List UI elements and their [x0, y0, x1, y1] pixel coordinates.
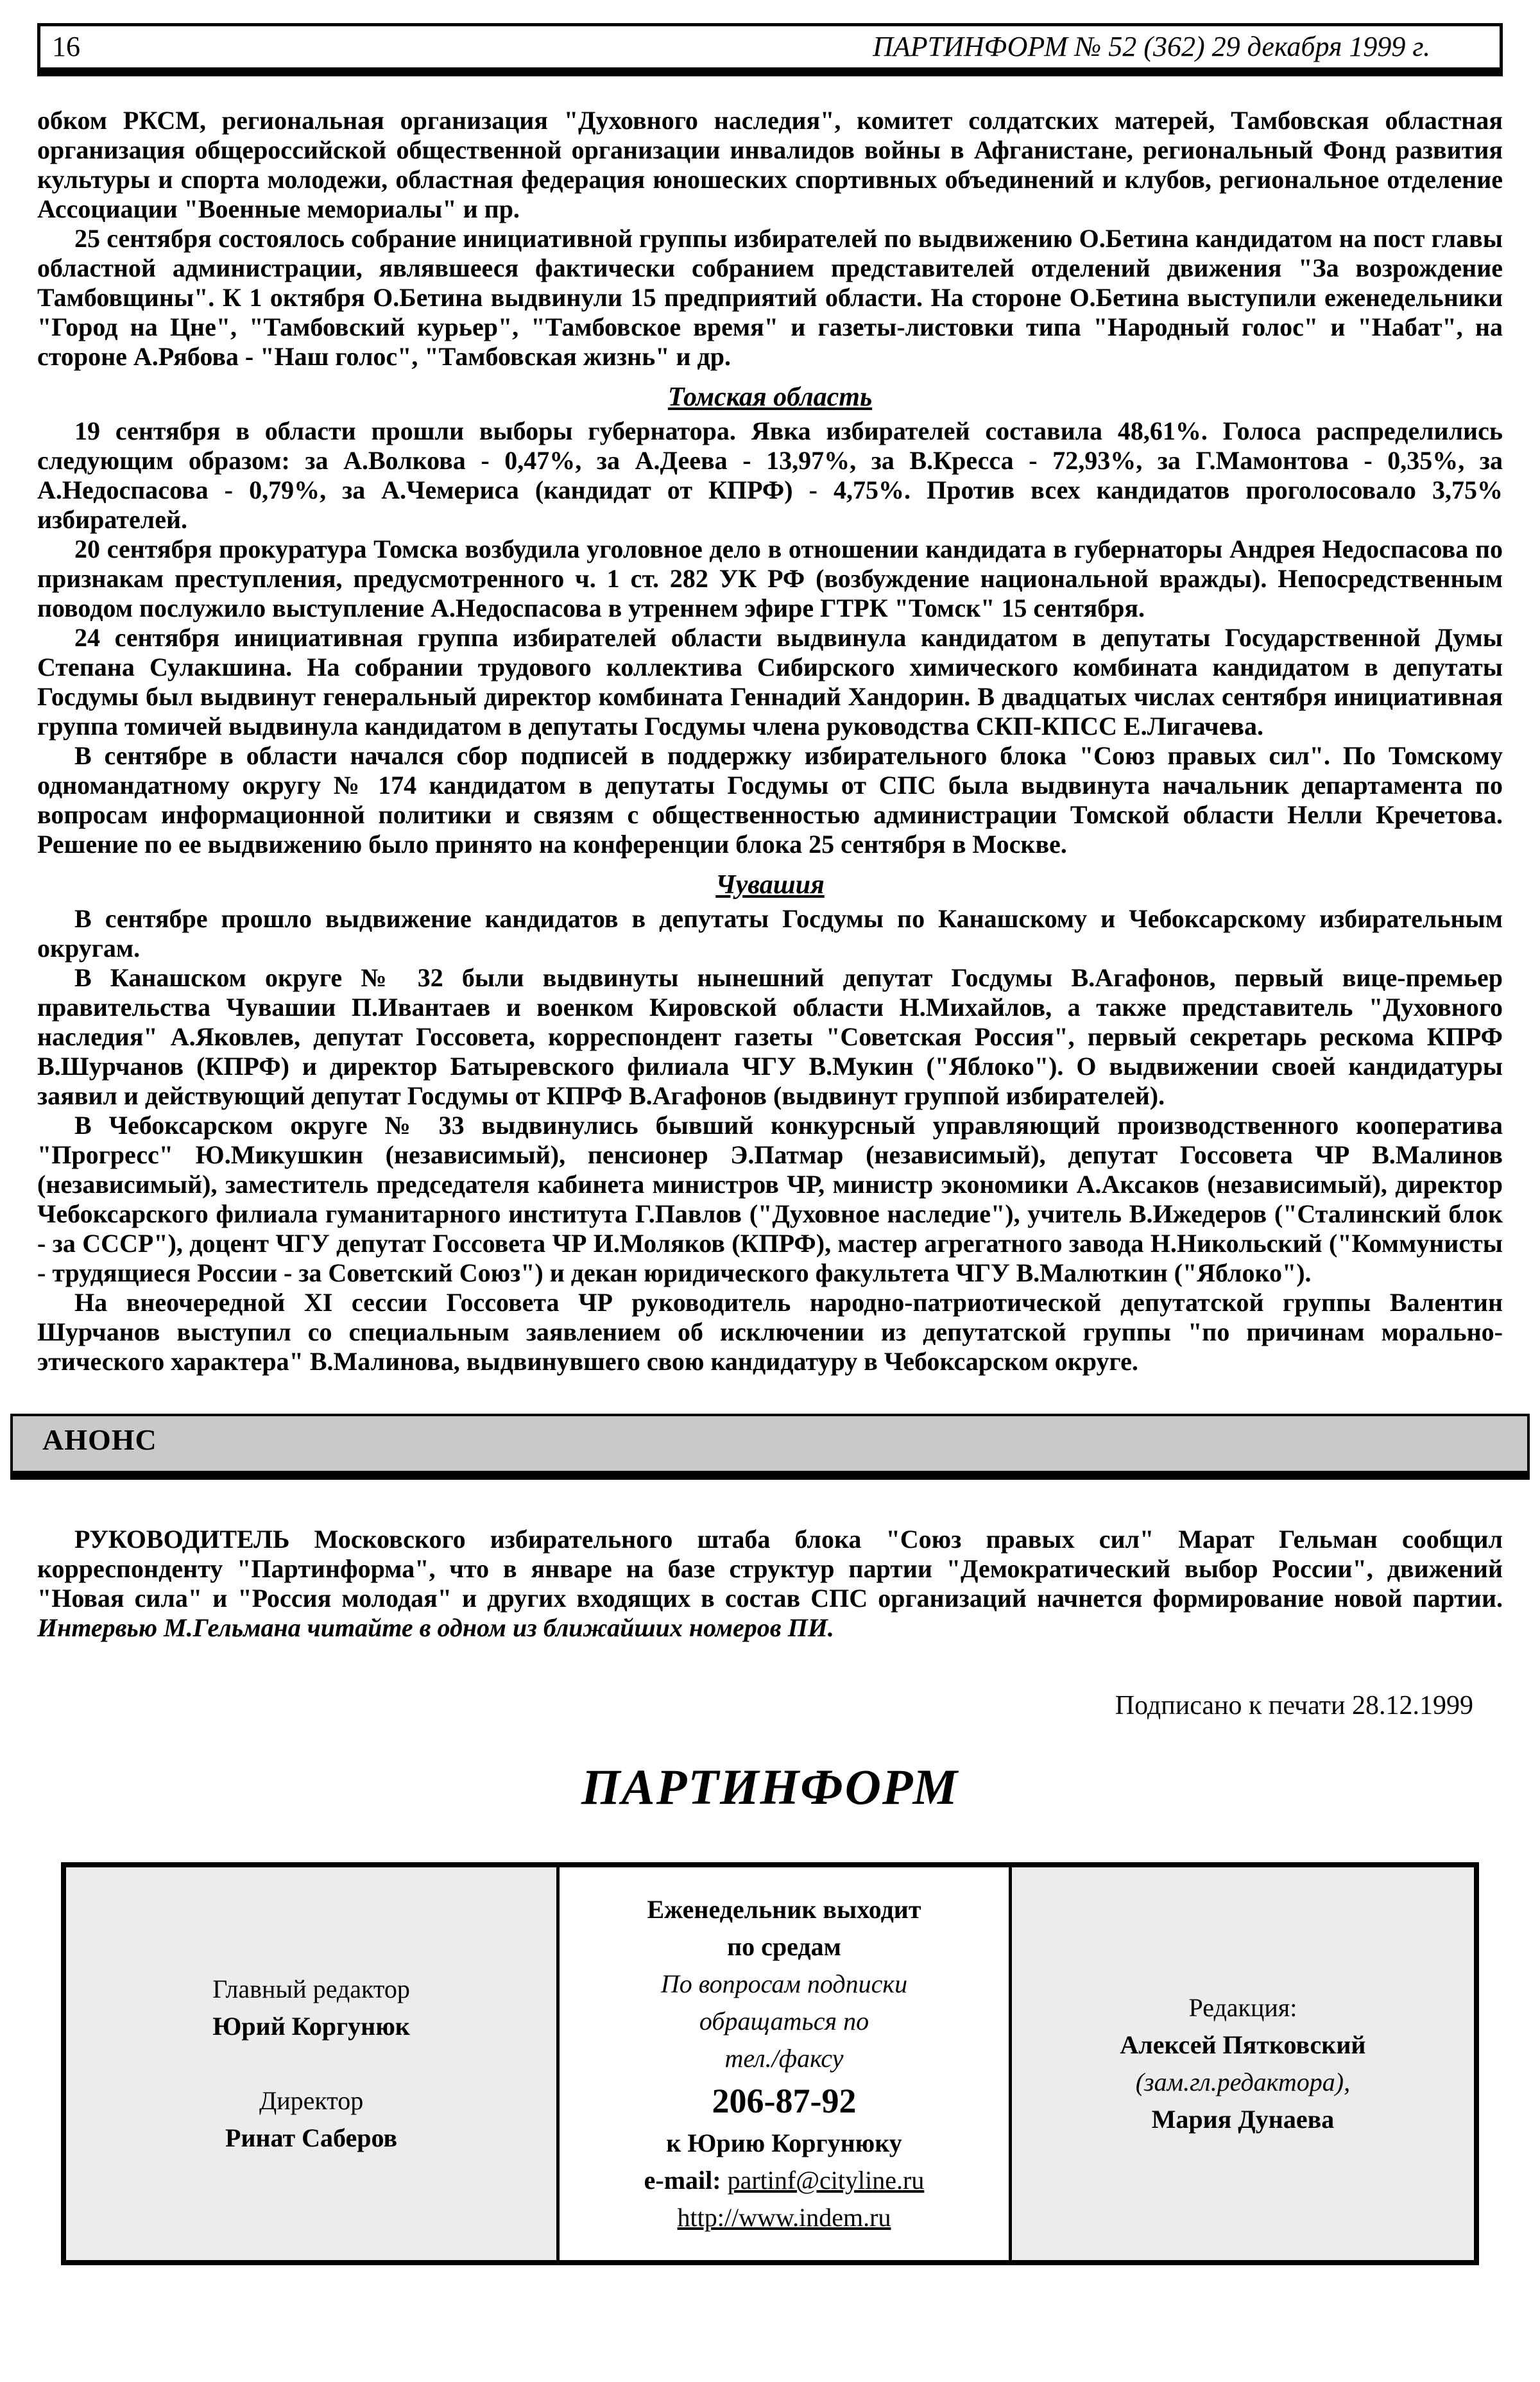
editor-name: Юрий Коргунюк: [212, 2012, 410, 2041]
imprint-middle-cell: [558, 1865, 1011, 2263]
contact-person: к Юрию Коргунюку: [666, 2129, 902, 2158]
masthead-title: ПАРТИНФОРМ: [581, 1759, 959, 1815]
imprint-right-cell: [1010, 1865, 1476, 2263]
paragraph-tambov-1: обком РКСМ, региональная организация "Духовного наследия", комитет солдатских матерей, Тамбовская областная организация общероссийской общественной организации инвалидов войны в Афганистане, региональный Фонд развития культуры и спорта молодежи, областная федерация юношеских спортивных объединений и клубов, региональное отделение Ассоциации "Военные мемориалы" и пр.: [37, 106, 1503, 224]
running-head: [37, 23, 1503, 76]
subscription-line-3: тел./факсу: [724, 2044, 844, 2073]
article-body: [37, 106, 1503, 1376]
anons-main-text: РУКОВОДИТЕЛЬ Московского избирательного штаба блока "Союз правых сил" Марат Гельман сообщил корреспонденту "Партинформа", что в январе на базе структур партии "Демократический выбор России", движений "Новая сила" и "Россия молодая" и других входящих в состав СПС организаций начнется формирование новой партии.: [37, 1525, 1503, 1613]
imprint-table: [61, 1862, 1479, 2265]
director-role: Директор: [259, 2086, 364, 2116]
anons-box: [10, 1414, 1530, 1480]
paragraph-chuvashia-1: В сентябре прошло выдвижение кандидатов в депутаты Госдумы по Канашскому и Чебоксарскому избирательным округам.: [37, 904, 1503, 963]
paragraph-chuvashia-4: На внеочередной XI сессии Госсовета ЧР руководитель народно-патриотической депутатской группы Валентин Шурчанов выступил со специальным заявлением об исключении из депутатской группы "по причинам морально-этического характера" В.Малинова, выдвинувшего свою кандидатуру в Чебоксарском округе.: [37, 1288, 1503, 1376]
issue-title: ПАРТИНФОРМ № 52 (362) 29 декабря 1999 г.: [873, 31, 1430, 62]
deputy-editor-name: Алексей Пятковский: [1120, 2030, 1366, 2060]
editor-role: Главный редактор: [212, 1975, 410, 2004]
schedule-line-1: Еженедельник выходит: [647, 1895, 921, 1924]
paragraph-tomsk-4: В сентябре в области начался сбор подписей в поддержку избирательного блока "Союз правых сил". По Томскому одномандатному округу № 174 кандидатом в депутаты Госдумы от СПС была выдвинута начальник департамента по вопросам информационной политики и связям с общественностью администрации Томской области Нелли Кречетова. Решение по ее выдвижению было принято на конференции блока 25 сентября в Москве.: [37, 741, 1503, 859]
section-heading-tomsk: Томская область: [667, 382, 873, 413]
anons-italic-note: Интервью М.Гельмана читайте в одном из ближайших номеров ПИ.: [37, 1613, 834, 1643]
email-link[interactable]: partinf@cityline.ru: [727, 2166, 925, 2195]
director-name: Ринат Саберов: [225, 2123, 398, 2153]
imprint-left-cell: [64, 1865, 558, 2263]
imprint-row: [64, 1865, 1476, 2263]
paragraph-chuvashia-2: В Канашском округе № 32 были выдвинуты нынешний депутат Госдумы В.Агафонов, первый вице-премьер правительства Чувашии П.Ивантаев и военком Кировской области Н.Михайлов, а также представитель "Духовного наследия" А.Яковлев, депутат Госсовета, корреспондент газеты "Советская Россия", первый секретарь рескома КПРФ В.Шурчанов (КПРФ) и директор Батыревского филиала ЧГУ В.Мукин ("Яблоко"). О выдвижении своей кандидатуры заявил и действующий депутат Госдумы от КПРФ В.Агафонов (выдвинут группой избирателей).: [37, 963, 1503, 1111]
paragraph-tomsk-2: 20 сентября прокуратура Томска возбудила уголовное дело в отношении кандидата в губернаторы Андрея Недоспасова по признакам преступления, предусмотренного ч. 1 ст. 282 УК РФ (возбуждение национальной вражды). Непосредственным поводом послужило выступление А.Недоспасова в утреннем эфире ГТРК "Томск" 15 сентября.: [37, 535, 1503, 623]
signed-to-print: Подписано к печати 28.12.1999: [1115, 1691, 1473, 1721]
website-link[interactable]: http://www.indem.ru: [677, 2203, 891, 2232]
spacer: [81, 2045, 541, 2082]
section-heading-chuvashia: Чувашия: [715, 870, 825, 900]
website-line: [575, 2199, 993, 2236]
email-label: e-mail:: [644, 2166, 721, 2195]
paragraph-tomsk-3: 24 сентября инициативная группа избирателей области выдвинула кандидатом в депутаты Государственной Думы Степана Сулакшина. На собрании трудового коллектива Сибирского химического комбината кандидатом в депутаты Госдумы был выдвинут генеральный директор комбината Геннадий Хандорин. В двадцатых числах сентября инициативная группа томичей выдвинула кандидатом в депутаты Госдумы члена руководства СКП-КПСС Е.Лигачева.: [37, 623, 1503, 741]
anons-label: АНОНС: [42, 1423, 157, 1457]
anons-paragraph: [37, 1525, 1503, 1643]
email-line: [575, 2162, 993, 2199]
staff-name: Мария Дунаева: [1151, 2105, 1335, 2134]
paragraph-tambov-2: 25 сентября состоялось собрание инициативной группы избирателей по выдвижению О.Бетина кандидатом на пост главы областной администрации, являвшееся фактически собранием представителей отделений движения "За возрождение Тамбовщины". К 1 октября О.Бетина выдвинули 15 предприятий области. На стороне О.Бетина выступили еженедельники "Город на Цне", "Тамбовский курьер", "Тамбовское время" и газеты-листовки типа "Народный голос" и "Набат", на стороне А.Рябова - "Наш голос", "Тамбовская жизнь" и др.: [37, 224, 1503, 372]
schedule-line-2: по средам: [727, 1932, 841, 1962]
subscription-line-1: По вопросам подписки: [660, 1969, 908, 1999]
phone-number: 206-87-92: [712, 2082, 857, 2121]
page-number: 16: [52, 31, 80, 62]
subscription-line-2: обращаться по: [699, 2007, 869, 2036]
paragraph-chuvashia-3: В Чебоксарском округе № 33 выдвинулись бывший конкурсный управляющий производственного кооператива "Прогресс" Ю.Микушкин (независимый), пенсионер Э.Патмар (независимый), депутат Госсовета ЧР В.Малинов (независимый), заместитель председателя кабинета министров ЧР, министр экономики А.Аксаков (независимый), директор Чебоксарского филиала гуманитарного института Г.Павлов ("Духовное наследие"), учитель В.Ижедеров ("Сталинский блок - за СССР"), доцент ЧГУ депутат Госсовета ЧР И.Моляков (КПРФ), мастер агрегатного завода Н.Никольский ("Коммунисты - трудящиеся России - за Советский Союз") и декан юридического факультета ЧГУ В.Малюткин ("Яблоко").: [37, 1111, 1503, 1288]
editorial-label: Редакция:: [1188, 1993, 1297, 2023]
deputy-editor-role: (зам.гл.редактора),: [1135, 2068, 1351, 2097]
paragraph-tomsk-1: 19 сентября в области прошли выборы губернатора. Явка избирателей составила 48,61%. Голоса распределились следующим образом: за А.Волкова - 0,47%, за А.Деева - 13,97%, за В.Кресса - 72,93%, за Г.Мамонтова - 0,35%, за А.Недоспасова - 0,79%, за А.Чемериса (кандидат от КПРФ) - 4,75%. Против всех кандидатов проголосовало 3,75% избирателей.: [37, 416, 1503, 535]
